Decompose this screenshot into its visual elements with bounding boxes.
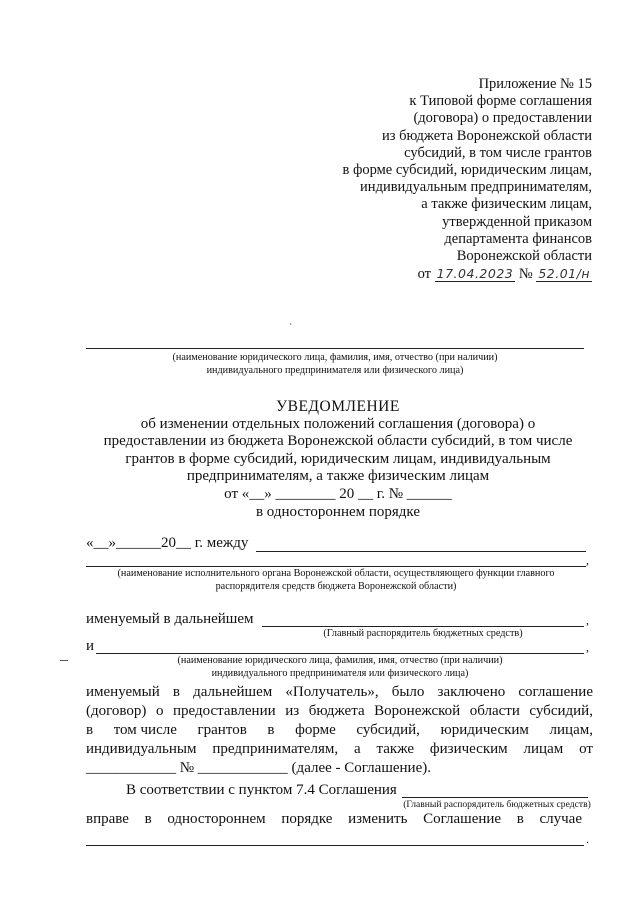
appendix-line: Приложение № 15 [478,76,592,92]
clause-caption: (Главный распорядитель бюджетных средств) [403,799,591,810]
number-label: № [518,266,533,283]
between-prefix: «__»______20__ г. между [86,535,249,551]
word: Воронежской [374,703,461,719]
paragraph-line: ____________ № ____________ (далее - Соглашение). [86,760,431,776]
paragraph-line [86,702,593,721]
paragraph-line [86,721,593,740]
word: о [155,703,164,719]
recipient-underline [86,348,584,349]
word: форме [295,722,336,738]
word: физическим [429,741,508,757]
notice-block [80,398,596,521]
named-label: именуемый в дальнейшем [86,611,254,627]
word: в [267,722,275,738]
word: индивидуальным [86,741,197,757]
word: именуемый [86,684,160,700]
appendix-line: а также физическим лицам, [421,196,592,213]
clause-text: В соответствии с пунктом 7.4 Соглашения [126,782,397,798]
word: также [376,741,415,757]
named-underline [262,626,584,627]
appendix-line: (договора) о предоставлении [413,110,592,127]
word: заключено [437,684,506,700]
agreement-paragraph [86,683,593,778]
between-underline-2 [86,566,586,567]
executive-body-caption: (наименование исполнительного органа Воронежской области, осуществляющего функции главного распорядителя средств бюджета Воронежской области) [117,568,555,592]
word: «Получатель», [285,684,379,700]
word: в [86,722,94,738]
word: дальнейшем [193,684,273,700]
word: юридическим [440,722,529,738]
word: изменить [348,811,408,827]
appendix-line: утвержденной приказом [442,213,592,230]
word: грантов [197,722,247,738]
notice-line: грантов в форме субсидий, юридическим лицам, индивидуальным [125,450,551,467]
recipient-caption: (наименование юридического лица, фамилия, имя, отчество (при наличии) индивидуального предпринимателя или физического лица) [172,352,498,376]
clause-row [126,782,397,799]
word: в [144,811,152,827]
appendix-line: к Типовой форме соглашения [409,93,592,110]
order-reference [262,265,592,283]
word: было [391,684,425,700]
clause-underline [402,797,588,798]
paragraph-line [86,740,593,759]
comma: , [586,553,589,567]
and-label: и [86,638,95,654]
comma: , [586,613,589,627]
notice-order: в одностороннем порядке [255,503,421,520]
paragraph-line [86,810,582,829]
period: . [586,832,589,846]
notice-line: предпринимателям, а также физическим лицам [186,468,490,485]
appendix-line: Воронежской области [456,248,592,265]
word: лицам [523,741,564,757]
handwritten-date: 17.04.2023 [436,266,514,282]
word: предоставлении [172,703,276,719]
handwritten-number: 52.01/н [538,266,590,282]
notice-line: об изменении отдельных положений соглашения (договора) о [140,415,536,432]
appendix-line: субсидий, в том числе грантов [404,144,592,161]
word: в [516,811,524,827]
word: субсидий, [529,703,593,719]
appendix-line: из бюджета Воронежской области [381,127,592,144]
and-underline [96,653,584,654]
word: лицам, [549,722,593,738]
word: Соглашение [423,811,502,827]
word: том числе [113,722,177,738]
word: порядке [281,811,333,827]
notice-date-line: от «__» ________ 20 __ г. № ______ [224,485,452,502]
word: одностороннем [167,811,266,827]
named-row [86,611,254,628]
word: области [469,703,520,719]
recipient-caption-2: (наименование юридического лица, фамилия, имя, отчество (при наличии) индивидуального предпринимателя или физического лица) [177,655,503,679]
and-row [86,638,94,655]
word: вправе [86,811,129,827]
word: от [579,741,593,757]
between-row [86,535,248,552]
stray-mark: ` [289,323,293,334]
from-label: от [417,266,432,283]
word: в [172,684,180,700]
appendix-line: индивидуальным предпринимателям, [360,179,592,196]
appendix-block [262,76,592,283]
clause-paragraph [86,810,582,829]
margin-dash [60,660,68,661]
appendix-line: в форме субсидий, юридическим лицам, [342,162,592,179]
notice-title: УВЕДОМЛЕНИЕ [276,398,400,415]
word: соглашение [518,684,593,700]
word: предпринимателям, [212,741,339,757]
paragraph-line [86,683,593,702]
word: субсидий, [356,722,420,738]
appendix-line: департамента финансов [444,230,592,247]
word: бюджета [308,703,365,719]
comma: , [586,640,589,654]
main-manager-caption: (Главный распорядитель бюджетных средств) [323,628,523,639]
notice-line: предоставлении из бюджета Воронежской области субсидий, в том числе [103,433,573,450]
word: случае [539,811,582,827]
word: а [353,741,361,757]
reason-underline [86,845,584,846]
word: (договор) [86,703,147,719]
between-underline [256,551,586,552]
word: из [285,703,300,719]
